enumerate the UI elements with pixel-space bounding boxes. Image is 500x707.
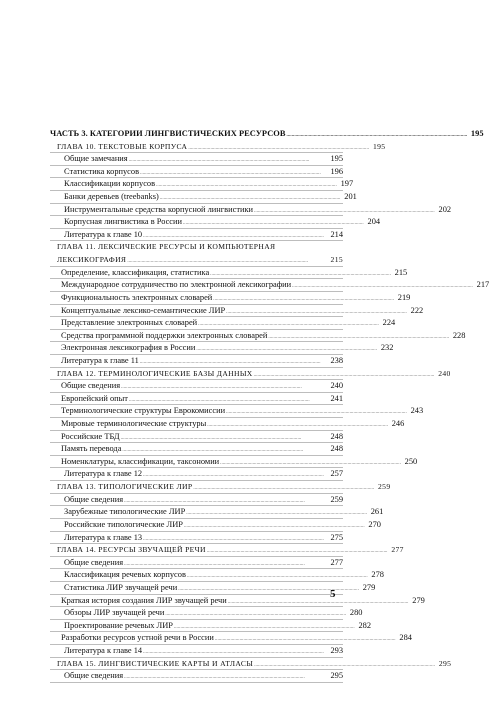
toc-page-number: 238 [330, 355, 343, 365]
toc-entry-title: Литература к главе 10 [64, 229, 143, 239]
toc-page-number: 257 [330, 469, 343, 479]
toc-entry-row [50, 204, 452, 217]
toc-page-number: 197 [340, 179, 354, 189]
toc-entry-title: Общие замечания [64, 154, 128, 164]
toc-page-number: 250 [404, 456, 418, 466]
toc-entry-row [50, 405, 424, 418]
dot-leader [140, 166, 326, 180]
toc-chapter-row [50, 481, 391, 494]
dot-leader [165, 607, 345, 621]
toc-entry-title: Международное сотрудничество по электронной лексикографии [61, 280, 292, 290]
toc-entry-row [50, 292, 411, 305]
toc-page-number: 240 [438, 368, 451, 378]
dot-leader [198, 317, 378, 331]
dot-leader [207, 544, 387, 558]
toc-page-number: 195 [470, 129, 484, 138]
dot-leader [187, 569, 367, 583]
dot-leader [268, 330, 448, 344]
toc-entry-row [50, 178, 354, 191]
toc-page-number: 295 [330, 671, 343, 681]
toc-entry-row [50, 355, 343, 368]
toc-entry-row [50, 519, 381, 532]
toc-entry-title: Литература к главе 11 [61, 355, 139, 365]
toc-entry-row [50, 418, 405, 431]
toc-page-number: 204 [367, 217, 381, 227]
toc-entry-title: Номенклатуры, классификации, таксономии [61, 456, 220, 466]
toc-entry-row [50, 569, 384, 582]
dot-leader [156, 178, 336, 192]
toc-page-number: 275 [330, 532, 343, 542]
toc-page-number: 215 [394, 267, 408, 277]
toc-page-number: 284 [399, 633, 412, 643]
toc-page-number: 196 [330, 166, 343, 176]
toc-entry-title: Память перевода [61, 444, 122, 454]
toc-entry-title: Концептуальные лексико-семантические ЛИР [61, 305, 226, 315]
dot-leader [143, 645, 326, 659]
toc-entry-row [50, 468, 343, 481]
toc-page-number: 261 [370, 507, 384, 517]
toc-entry-title: ГЛАВА 11. ЛЕКСИЧЕСКИЕ РЕСУРСЫ И КОМПЬЮТЕРНАЯ [57, 242, 276, 252]
toc-entry-title: Общие сведения [64, 494, 124, 504]
toc-entry-title: Статистика ЛИР звучащей речи [64, 582, 178, 592]
toc-page-number: 277 [391, 545, 404, 555]
toc-page-number: 202 [438, 204, 452, 214]
toc-entry-title: Европейский опыт [61, 393, 128, 403]
toc-entry-title: Классификация речевых корпусов [64, 570, 186, 580]
toc-entry-row [50, 305, 424, 318]
toc-entry-title: Литература к главе 12 [64, 469, 143, 479]
dot-leader [254, 204, 434, 218]
toc-page-number: 224 [382, 318, 396, 328]
dot-leader [121, 380, 326, 394]
toc-entry-row [50, 582, 376, 595]
toc-entry-row [50, 317, 396, 330]
dot-leader [226, 305, 406, 319]
page-number: 5 [330, 588, 336, 600]
toc-entry-title: Обзоры ЛИР звучащей речи [64, 608, 165, 618]
toc-entry-row [50, 506, 384, 519]
toc-part-row [50, 128, 484, 141]
toc-entry-title: Статистика корпусов [64, 166, 140, 176]
toc-entry-row [50, 557, 343, 570]
dot-leader [124, 557, 326, 571]
toc-chapter-row [50, 658, 452, 671]
toc-page-number: 243 [410, 406, 424, 416]
dot-leader [207, 418, 387, 432]
toc-entry-row [50, 494, 343, 507]
toc-entry-row [50, 607, 363, 620]
toc-entry-row [50, 443, 343, 456]
toc-entry-title: Мировые терминологические структуры [61, 419, 207, 429]
dot-leader [292, 279, 472, 293]
toc-page-number: 280 [349, 608, 363, 618]
toc-entry-title: Общие сведения [64, 557, 124, 567]
dot-leader [287, 128, 467, 142]
toc-entry-title: Функциональность электронных словарей [61, 292, 213, 302]
toc-chapter-row [50, 241, 343, 254]
toc-entry-title: Определение, классификация, статистика [61, 267, 210, 277]
dot-leader [226, 405, 406, 419]
toc-page-number: 282 [358, 620, 371, 630]
toc-entry-title: Российские ТБД [61, 431, 120, 441]
toc-page-number: 232 [380, 343, 394, 353]
toc-entry-row [50, 330, 466, 343]
dot-leader [122, 443, 326, 457]
toc-page-number: 217 [476, 280, 490, 290]
toc-entry-row [50, 393, 343, 406]
toc-chapter-row [50, 141, 386, 154]
dot-leader [210, 267, 390, 281]
dot-leader [186, 506, 366, 520]
dot-leader [215, 632, 395, 646]
toc-entry-title: Краткая история создания ЛИР звучащей речи [61, 595, 227, 605]
dot-leader [121, 431, 326, 445]
toc-entry-title: ГЛАВА 13. ТИПОЛОГИЧЕСКИЕ ЛИР [57, 482, 193, 492]
toc-page-number: 241 [330, 393, 343, 403]
toc-entry-row [50, 279, 490, 292]
toc-entry-row [50, 456, 418, 469]
toc-entry-title: Представление электронных словарей [61, 318, 198, 328]
toc-entry-row [50, 595, 425, 608]
toc-entry-row [50, 229, 343, 242]
toc-page-number: 248 [330, 431, 343, 441]
dot-leader [124, 670, 326, 684]
dot-leader [160, 191, 340, 205]
toc-page-number: 195 [372, 141, 386, 151]
toc-page-number: 295 [438, 658, 452, 668]
dot-leader [228, 595, 408, 609]
toc-entry-row [50, 267, 408, 280]
toc-entry-title: Классификации корпусов [64, 179, 156, 189]
toc-entry-row [50, 532, 343, 545]
toc-entry-title: Российские типологические ЛИР [64, 519, 183, 529]
toc-entry-row [50, 216, 381, 229]
toc-entry-row [50, 632, 412, 645]
dot-leader [254, 368, 434, 382]
toc-entry-title: Электронная лексикография в России [61, 343, 196, 353]
toc-page-number: 270 [368, 519, 381, 529]
toc-entry-title: Корпусная лингвистика в России [64, 217, 182, 227]
toc-entry-row [50, 380, 343, 393]
dot-leader [213, 292, 393, 306]
toc-chapter-row [50, 368, 451, 381]
toc-entry-row [50, 342, 394, 355]
toc-entry-row [50, 645, 343, 658]
dot-leader [143, 468, 326, 482]
toc-page-number: 240 [330, 381, 343, 391]
dot-leader [174, 620, 354, 634]
toc-entry-title: Общие сведения [61, 381, 121, 391]
toc-entry-title: ГЛАВА 15. ЛИНГВИСТИЧЕСКИЕ КАРТЫ И АТЛАСЫ [57, 658, 254, 668]
toc-entry-row [50, 431, 343, 444]
dot-leader [127, 254, 326, 268]
toc-entry-title: Литература к главе 14 [64, 645, 143, 655]
dot-leader [129, 153, 326, 167]
toc-entry-title: Терминологические структуры Еврокомиссии [61, 406, 226, 416]
dot-leader [193, 481, 373, 495]
toc-page-number: 228 [452, 330, 466, 340]
toc-entry-title: ГЛАВА 14. РЕСУРСЫ ЗВУЧАЩЕЙ РЕЧИ [57, 545, 206, 555]
toc-page-number: 246 [391, 419, 405, 429]
toc-entry-title: Зарубежные типологические ЛИР [64, 507, 186, 517]
toc-entry-title: Общие сведения [64, 671, 124, 681]
dot-leader [124, 494, 326, 508]
toc-entry-row [50, 670, 343, 683]
toc-page-number: 195 [330, 154, 343, 164]
dot-leader [254, 658, 434, 672]
toc-entry-title: ГЛАВА 10. ТЕКСТОВЫЕ КОРПУСА [57, 141, 188, 151]
toc-page-number: 259 [378, 482, 391, 492]
toc-page-number: 259 [330, 494, 343, 504]
table-of-contents [50, 128, 490, 683]
dot-leader [143, 229, 326, 243]
toc-entry-title: Инструментальные средства корпусной лингвистики [64, 204, 254, 214]
toc-page-number: 277 [330, 557, 343, 567]
toc-entry-title: ГЛАВА 12. ТЕРМИНОЛОГИЧЕСКИЕ БАЗЫ ДАННЫХ [57, 368, 253, 378]
toc-entry-title: ЛЕКСИКОГРАФИЯ [57, 255, 127, 265]
dot-leader [196, 342, 376, 356]
dot-leader [188, 141, 368, 155]
toc-page-number: 293 [330, 645, 343, 655]
toc-entry-row [50, 191, 357, 204]
toc-page-number: 222 [410, 305, 424, 315]
dot-leader [140, 355, 326, 369]
toc-entry-title: Проектирование речевых ЛИР [64, 620, 173, 630]
toc-chapter-row [50, 544, 404, 557]
toc-entry-row [50, 153, 343, 166]
toc-entry-title: ЧАСТЬ 3. КАТЕГОРИИ ЛИНГВИСТИЧЕСКИХ РЕСУРСОВ [50, 129, 286, 138]
toc-page-number: 219 [397, 292, 411, 302]
toc-page-number: 248 [330, 444, 343, 454]
dot-leader [220, 456, 400, 470]
toc-page-number: 201 [344, 192, 357, 202]
toc-chapter-row [50, 254, 343, 267]
toc-entry-row [50, 166, 343, 179]
toc-page-number: 214 [330, 229, 343, 239]
toc-entry-row [50, 620, 371, 633]
dot-leader [129, 393, 326, 407]
toc-entry-title: Средства программной поддержки электронных словарей [61, 330, 268, 340]
toc-page-number: 215 [330, 255, 343, 265]
dot-leader [143, 532, 326, 546]
toc-entry-title: Банки деревьев (treebanks) [64, 192, 159, 202]
toc-page-number: 278 [371, 570, 384, 580]
dot-leader [183, 216, 363, 230]
toc-page-number: 279 [362, 582, 376, 592]
toc-page-number: 279 [412, 595, 425, 605]
dot-leader [184, 519, 364, 533]
toc-entry-title: Литература к главе 13 [64, 532, 143, 542]
toc-entry-title: Разработки ресурсов устной речи в России [61, 633, 214, 643]
